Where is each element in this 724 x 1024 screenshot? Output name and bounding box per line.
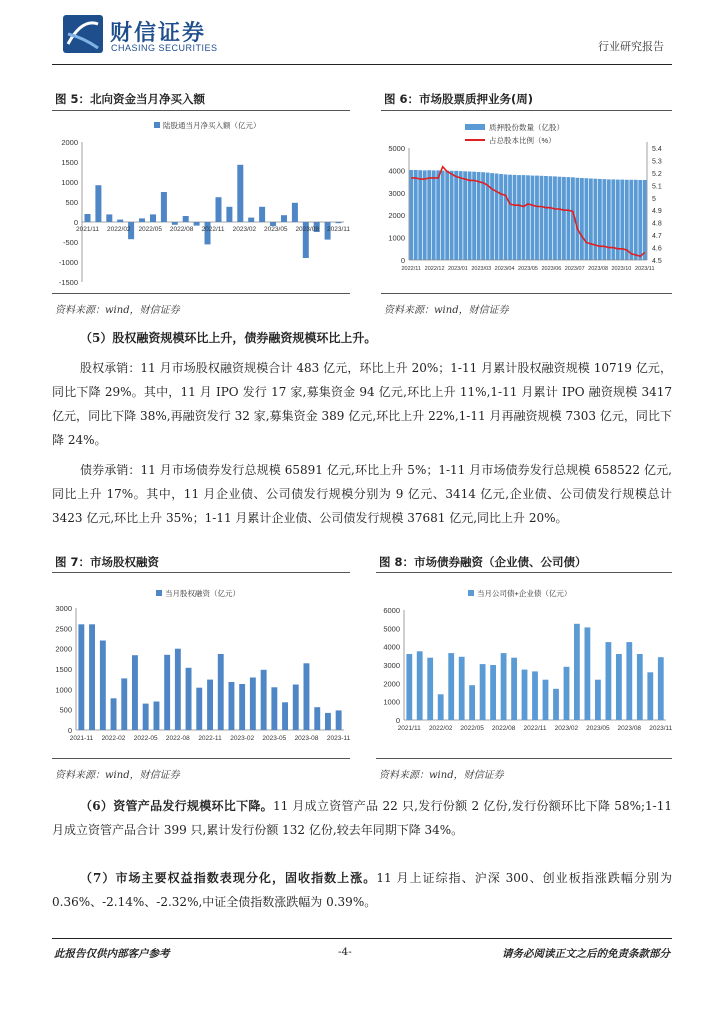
fig6-bar — [553, 176, 557, 260]
fig7-bar — [89, 624, 95, 730]
fig8-bar — [480, 664, 486, 720]
fig8-bar — [406, 654, 412, 720]
fig7-ytick-label: 2500 — [55, 624, 72, 634]
fig6-bar — [602, 179, 606, 260]
fig6-bar — [490, 173, 494, 260]
fig7-xtick-label: 2023-02 — [230, 735, 255, 742]
fig6-bar — [423, 170, 427, 260]
fig5-bar — [226, 207, 232, 222]
fig6-ytick-label: 5000 — [388, 144, 405, 153]
fig8-xtick-label: 2021/11 — [397, 725, 421, 732]
fig6-bar — [580, 178, 584, 260]
fig5-bar — [237, 165, 243, 222]
fig7-title: 图 7：市场股权融资 — [55, 555, 160, 569]
fig6-bar — [589, 179, 593, 261]
fig6-xtick-label: 2023/11 — [635, 266, 655, 272]
fig6-xtick-label: 2023/05 — [518, 266, 538, 272]
fig8-bar — [574, 624, 580, 720]
fig8-bottom-rule — [376, 758, 672, 759]
fig5-xtick-label: 2023/11 — [326, 226, 350, 233]
fig7-bar — [164, 655, 170, 730]
fig7-xtick-label: 2022-02 — [101, 735, 126, 742]
fig7-bar — [154, 702, 160, 731]
fig5-ytick-label: 1500 — [61, 158, 78, 167]
fig7-bar — [100, 641, 106, 731]
fig5-bar — [336, 222, 342, 223]
fig6-bar — [625, 180, 629, 260]
fig8-ytick-label: 2000 — [383, 679, 400, 689]
fig7-bar — [336, 710, 342, 730]
page-number: -4- — [338, 946, 352, 958]
fig7-bottom-rule — [52, 758, 350, 759]
fig7-ytick-label: 500 — [59, 705, 72, 715]
fig7-bar — [239, 684, 245, 730]
fig8-bar — [647, 672, 653, 720]
fig8-bar — [501, 653, 507, 720]
fig8-bar — [637, 654, 643, 720]
header-rule — [52, 64, 672, 65]
fig8-ytick-label: 6000 — [383, 606, 400, 615]
fig6-bar — [450, 171, 454, 260]
fig6-bottom-rule — [381, 293, 672, 294]
fig5-bar — [139, 218, 145, 222]
fig7-ytick-label: 1000 — [55, 685, 72, 695]
fig6-legend-label-bars: 质押股份数量（亿股） — [489, 123, 564, 132]
fig6-y2tick-label: 4.7 — [652, 233, 662, 241]
fig8-ytick-label: 3000 — [383, 661, 400, 670]
fig8-chart — [376, 578, 672, 754]
fig6-bar — [409, 170, 413, 260]
section-6-heading: （6）资管产品发行规模环比下降。 — [80, 799, 273, 813]
fig6-ytick-label: 2000 — [388, 211, 405, 221]
fig6-bar — [454, 171, 458, 260]
fig6-bar — [414, 170, 418, 260]
fig8-bar — [658, 657, 664, 720]
fig6-source: 资料来源：wind，财信证券 — [384, 305, 509, 316]
fig6-bar — [468, 172, 472, 261]
fig7-xtick-label: 2022-08 — [165, 735, 190, 742]
fig7-bar — [229, 682, 235, 730]
fig5-bar — [183, 216, 189, 222]
fig6-bar — [598, 179, 602, 260]
fig6-ytick-label: 1000 — [388, 233, 405, 243]
fig7-bar — [111, 698, 117, 730]
fig8-bar — [626, 642, 632, 720]
fig6-bar — [495, 174, 499, 261]
section-5 — [52, 326, 672, 530]
fig6-ytick-label: 4000 — [388, 166, 405, 176]
fig8-bar — [427, 658, 433, 720]
fig7-bar — [304, 663, 310, 730]
fig5-ytick-label: 2000 — [61, 138, 78, 147]
fig7-bar — [121, 678, 127, 730]
fig6-bar — [522, 175, 526, 260]
fig7-ytick-label: 0 — [67, 726, 72, 735]
fig6-bar — [477, 172, 481, 260]
fig7-bar — [175, 649, 181, 730]
fig5-ytick-label: -1000 — [58, 258, 78, 267]
fig6-bar — [638, 180, 642, 260]
fig8-bar — [606, 642, 612, 720]
fig6-bar — [629, 180, 633, 260]
fig8-ytick-label: 1000 — [383, 697, 400, 707]
fig7-title-rule — [52, 572, 350, 573]
fig8-bar — [564, 667, 570, 720]
fig8-bar — [543, 680, 549, 720]
fig6-bar — [526, 175, 530, 260]
fig7-bar — [207, 680, 213, 730]
fig5-bar — [248, 218, 254, 222]
fig8-ytick-label: 0 — [395, 716, 400, 725]
section-6 — [52, 794, 672, 842]
fig8-bar — [585, 627, 591, 720]
fig8-xtick-label: 2023/02 — [554, 725, 579, 732]
fig5-ytick-label: -500 — [62, 238, 78, 247]
fig6-y2tick-label: 5.2 — [652, 170, 662, 178]
fig5-xtick-label: 2021/11 — [75, 226, 100, 233]
fig5-bottom-rule — [52, 293, 350, 294]
fig6-bar — [513, 175, 517, 260]
section-7 — [52, 866, 672, 914]
fig6-y2tick-label: 4.5 — [652, 258, 662, 265]
fig5-title: 图 5：北向资金当月净买入额 — [55, 92, 206, 106]
fig6-bar — [508, 175, 512, 260]
fig7-bar — [271, 687, 277, 730]
fig5-bar — [95, 185, 101, 222]
fig8-title-rule — [376, 572, 672, 573]
fig6-y2tick-label: 4.9 — [652, 208, 662, 216]
fig6-y2tick-label: 4.6 — [652, 245, 662, 253]
fig6-xtick-label: 2023/10 — [611, 266, 632, 272]
fig5-bar — [172, 222, 178, 225]
fig6-xtick-label: 2023/01 — [447, 266, 468, 272]
fig7-bar — [293, 685, 299, 731]
fig5-xtick-label: 2023/05 — [264, 226, 288, 233]
fig7-xtick-label: 2023-08 — [294, 735, 319, 742]
fig5-ytick-label: 500 — [65, 198, 78, 207]
fig5-bar — [161, 192, 167, 222]
fig8-legend-swatch — [468, 590, 474, 596]
fig8-source: 资料来源：wind，财信证券 — [379, 770, 504, 781]
fig8-xtick-label: 2022/02 — [428, 725, 453, 732]
fig7-bar — [261, 670, 267, 730]
doc-type-label: 行业研究报告 — [598, 40, 664, 53]
fig7-ytick-label: 2000 — [55, 644, 72, 654]
fig6-bar — [540, 176, 544, 260]
fig5-legend-swatch — [154, 122, 160, 128]
fig7-bar — [314, 707, 320, 730]
section-7-heading: （7）市场主要权益指数表现分化，固收指数上涨。 — [80, 871, 377, 885]
fig5-legend-label: 陆股通当月净买入额（亿元） — [163, 121, 261, 130]
section-5-equity-para: 股权承销：11 月市场股权融资规模合计 483 亿元，环比上升 20%；1-11 月累计股权融资规模 10719 亿元，同比下降 29%。其中，11 月 IPO 发行 17 家,募集资金 94 亿元,环比上升 11%,1-11 月累计 IPO 融资规模 3417 亿元，同比下降 38%,再融资发行 32 家,募集资金 389 亿元,环比上升 22%,1-11 月再融资规模 7303 亿元，同比下降 24%。 — [52, 361, 672, 447]
fig5-bar — [216, 197, 222, 222]
section-5-bond-para: 债券承销：11 月市场债券发行总规模 65891 亿元,环比上升 5%；1-11 月市场债券发行总规模 658522 亿元,同比上升 17%。其中，11 月企业债、公司债发行规模分别为 9 亿元、3414 亿元,企业债、公司债发行规模总计 3423 亿元,环比上升 35%；1-11 月累计企业债、公司债发行规模 37681 亿元,同比上升 20%。 — [52, 463, 672, 525]
fig7-bar — [132, 655, 138, 730]
fig6-bar — [499, 174, 503, 260]
fig6-bar — [436, 170, 440, 260]
fig7-legend-label: 当月股权融资（亿元） — [165, 589, 240, 598]
fig8-legend-label: 当月公司债+企业债（亿元） — [477, 589, 572, 598]
fig6-bar — [472, 172, 476, 260]
fig8-bar — [595, 680, 601, 720]
fig6-y2tick-label: 5.1 — [652, 183, 662, 191]
fig6-bar — [432, 170, 436, 260]
fig5-bar — [106, 214, 112, 222]
fig5-ytick-label: 0 — [73, 218, 78, 227]
fig6-y2tick-label: 5 — [652, 195, 656, 203]
fig6-bar — [418, 170, 422, 260]
company-name-en: CHASING SECURITIES — [111, 43, 218, 53]
fig6-bar — [544, 176, 548, 260]
fig5-xtick-label: 2023/02 — [232, 226, 257, 233]
fig6-bar — [459, 171, 463, 260]
fig6-bar — [593, 179, 597, 260]
footer-rule — [52, 938, 672, 939]
fig5-ytick-label: -1500 — [58, 278, 78, 287]
fig8-bar — [522, 670, 528, 720]
fig5-bar — [85, 214, 91, 222]
fig7-ytick-label: 3000 — [55, 604, 72, 613]
fig7-ytick-label: 1500 — [55, 665, 72, 674]
fig6-bar — [517, 175, 521, 260]
fig6-bar — [575, 178, 579, 260]
fig6-bar — [481, 172, 485, 260]
fig7-xtick-label: 2022-05 — [133, 735, 158, 742]
fig6-xtick-label: 2023/03 — [471, 266, 492, 272]
fig7-bar — [143, 704, 149, 730]
fig6-title: 图 6：市场股票质押业务(周) — [384, 92, 534, 106]
fig8-ytick-label: 5000 — [383, 624, 400, 634]
fig8-xtick-label: 2022/11 — [523, 725, 547, 732]
fig6-chart — [381, 114, 672, 290]
fig6-bar — [427, 170, 431, 260]
fig6-bar — [562, 177, 566, 260]
company-logo — [62, 14, 104, 54]
fig8-bar — [459, 657, 465, 720]
section-5-heading: （5）股权融资规模环比上升，债券融资规模环比上升。 — [80, 331, 377, 345]
footer-disclaimer-left: 此报告仅供内部客户参考 — [54, 948, 170, 960]
fig6-ytick-label: 0 — [400, 256, 405, 265]
fig5-title-rule — [52, 110, 350, 111]
fig8-bar — [553, 689, 559, 720]
fig7-bar — [282, 702, 288, 730]
fig5-bar — [117, 220, 123, 222]
fig6-bar — [445, 171, 449, 260]
fig8-bar — [532, 671, 538, 720]
fig5-source: 资料来源：wind，财信证券 — [55, 305, 180, 316]
fig5-xtick-label: 2023/08 — [295, 226, 319, 233]
fig5-xtick-label: 2022/02 — [107, 226, 131, 233]
fig8-xtick-label: 2022/08 — [491, 725, 516, 732]
section-6-body: 11 月成立资管产品 22 只,发行份额 2 亿份,发行份额环比下降 58%;1-11 月成立资管产品合计 399 只,累计发行份额 132 亿份,较去年同期下降 34%。 — [52, 799, 672, 837]
fig7-bar — [218, 654, 224, 730]
fig5-bar — [281, 215, 287, 222]
fig8-bar — [490, 665, 496, 720]
fig6-bar — [535, 176, 539, 260]
fig8-bar — [438, 694, 444, 720]
fig5-xtick-label: 2022/11 — [201, 226, 225, 233]
fig6-bar — [584, 178, 588, 260]
fig6-ytick-label: 3000 — [388, 188, 405, 198]
fig5-bar — [150, 214, 156, 222]
fig6-bar — [643, 180, 647, 260]
fig6-bar — [620, 180, 624, 260]
fig6-xtick-label: 2022/12 — [424, 266, 445, 272]
fig6-bar — [634, 180, 638, 260]
fig7-xtick-label: 2022-11 — [198, 735, 222, 742]
fig6-legend-label-line: 占总股本比例（%） — [489, 136, 556, 145]
fig8-bar — [616, 654, 622, 720]
fig7-xtick-label: 2023-11 — [326, 735, 350, 742]
fig5-chart — [52, 114, 350, 290]
fig8-xtick-label: 2022/05 — [460, 725, 484, 732]
fig6-bar — [567, 177, 571, 260]
fig5-bar — [194, 222, 200, 226]
fig6-bar — [558, 177, 562, 260]
fig5-bar — [259, 207, 265, 222]
fig7-source: 资料来源：wind，财信证券 — [55, 770, 180, 781]
fig8-bar — [469, 685, 475, 720]
fig8-xtick-label: 2023/08 — [617, 725, 642, 732]
fig8-xtick-label: 2023/11 — [649, 725, 672, 732]
fig6-xtick-label: 2023/07 — [564, 266, 585, 272]
fig6-xtick-label: 2023/08 — [588, 266, 609, 272]
fig6-bar — [441, 171, 445, 260]
fig8-xtick-label: 2023/05 — [586, 725, 610, 732]
fig5-bar — [292, 203, 298, 222]
fig7-bar — [325, 713, 331, 730]
fig6-title-rule — [381, 110, 672, 111]
fig7-bar — [78, 624, 84, 730]
fig6-bar — [531, 176, 535, 260]
fig6-bar — [549, 176, 553, 260]
fig5-ytick-label: 1000 — [61, 178, 78, 187]
footer-disclaimer-right: 请务必阅读正文之后的免责条款部分 — [502, 948, 670, 960]
fig7-chart — [52, 578, 350, 754]
fig5-xtick-label: 2022/08 — [169, 226, 194, 233]
fig7-bar — [196, 688, 202, 730]
fig8-ytick-label: 4000 — [383, 642, 400, 652]
fig8-bar — [511, 658, 517, 720]
fig6-bar — [463, 171, 467, 260]
fig6-xtick-label: 2023/04 — [494, 266, 515, 272]
fig6-xtick-label: 2022/11 — [401, 266, 421, 272]
fig8-bar — [417, 651, 423, 720]
fig5-xtick-label: 2022/05 — [138, 226, 162, 233]
fig8-title: 图 8：市场债券融资（企业债、公司债） — [379, 555, 587, 569]
fig7-bar — [250, 678, 256, 731]
fig6-y2tick-label: 4.8 — [652, 220, 662, 228]
fig7-bar — [186, 668, 192, 730]
fig6-xtick-label: 2023/06 — [541, 266, 562, 272]
fig6-bar — [504, 174, 508, 260]
section-7-body: 11 月上证综指、沪深 300、创业板指涨跌幅分别为 0.36%、-2.14%、-2.32%,中证全债指数涨跌幅为 0.39%。 — [52, 871, 672, 909]
fig8-bar — [448, 653, 454, 720]
fig7-xtick-label: 2021-11 — [69, 735, 94, 742]
company-name-cn: 财信证券 — [110, 21, 207, 46]
fig7-xtick-label: 2023-05 — [262, 735, 287, 742]
fig6-y2tick-label: 5.4 — [652, 146, 662, 153]
fig6-y2tick-label: 5.3 — [652, 158, 662, 166]
fig6-legend-swatch-bars — [465, 124, 485, 130]
fig7-legend-swatch — [156, 590, 162, 596]
